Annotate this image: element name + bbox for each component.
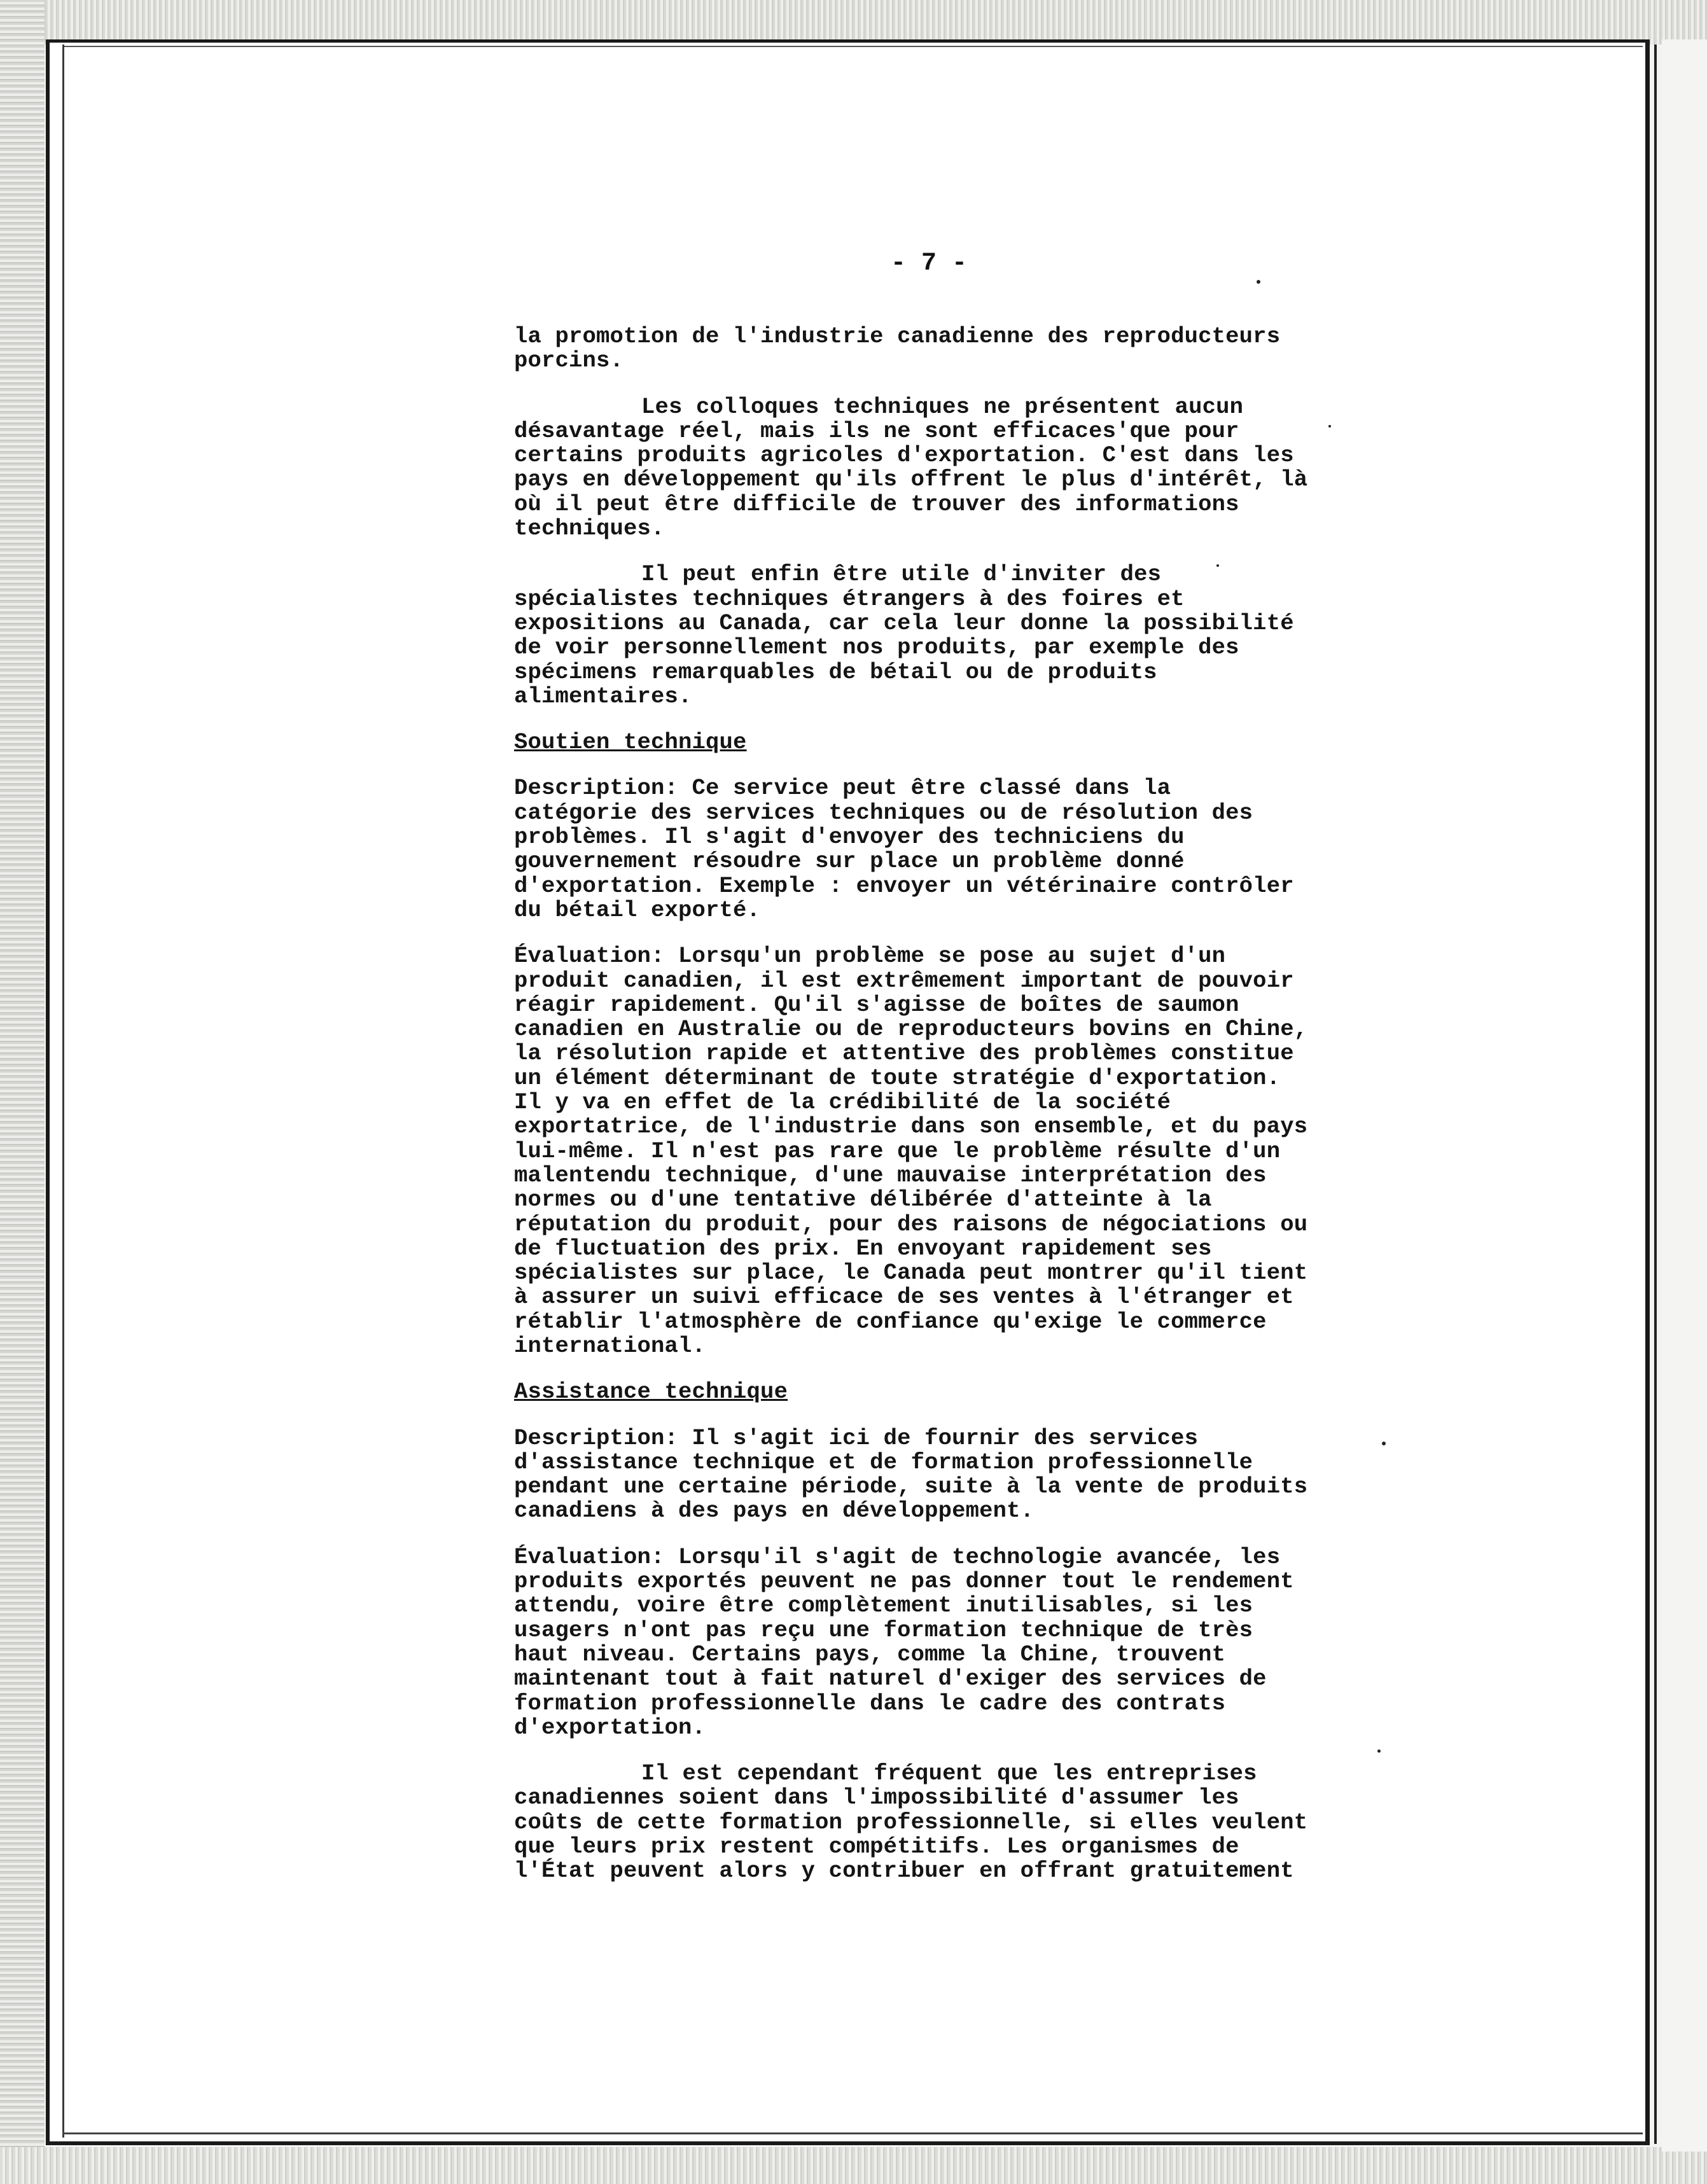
text-line: lui-même. Il n'est pas rare que le problème résulte d'un	[514, 1137, 1281, 1164]
text-line: Évaluation: Lorsqu'un problème se pose au sujet d'un	[514, 943, 1226, 970]
page-frame-left-inner	[62, 45, 64, 2138]
text-line: l'État peuvent alors y contribuer en offrant gratuitement	[514, 1858, 1294, 1884]
text-line: normes ou d'une tentative délibérée d'atteinte à la	[514, 1186, 1212, 1213]
text-line-content: Il est cependant fréquent que les entreprises	[641, 1760, 1257, 1787]
scan-speck	[1257, 280, 1260, 284]
text-line: Évaluation: Lorsqu'il s'agit de technologie avancée, les	[514, 1543, 1281, 1570]
text-line: catégorie des services techniques ou de résolution des	[514, 799, 1253, 826]
scan-border-top	[0, 0, 1707, 45]
text-line	[514, 395, 1367, 419]
section-heading-assistance: Assistance technique	[514, 1379, 788, 1405]
text-line: Description: Ce service peut être classé dans la	[514, 775, 1171, 802]
text-line: gouvernement résoudre sur place un problème donné	[514, 848, 1185, 875]
text-line: alimentaires.	[514, 683, 692, 709]
text-line	[514, 562, 1367, 587]
text-line	[514, 1762, 1367, 1786]
text-line: désavantage réel, mais ils ne sont efficaces'que pour	[514, 417, 1239, 444]
text-line: problèmes. Il s'agit d'envoyer des techniciens du	[514, 824, 1185, 851]
text-line: spécimens remarquables de bétail ou de produits	[514, 658, 1157, 685]
page-frame-left	[46, 39, 50, 2145]
scan-border-bottom	[0, 2147, 1707, 2184]
text-line: spécialistes sur place, le Canada peut montrer qu'il tient	[514, 1260, 1308, 1286]
text-line: à assurer un suivi efficace de ses ventes à l'étranger et	[514, 1284, 1294, 1311]
paragraph-inviter	[514, 562, 1367, 709]
scan-speck	[1377, 1749, 1381, 1753]
text-line: où il peut être difficile de trouver des informations	[514, 490, 1239, 517]
text-line: Il y va en effet de la crédibilité de la société	[514, 1089, 1171, 1116]
page-frame-top-inner	[62, 46, 1643, 47]
text-line: la promotion de l'industrie canadienne des reproducteurs	[514, 323, 1281, 349]
paragraph-assistance-evaluation	[514, 1545, 1367, 1740]
text-line: la résolution rapide et attentive des problèmes constitue	[514, 1040, 1294, 1067]
paragraph-cependant	[514, 1762, 1367, 1883]
text-line: attendu, voire être complètement inutilisables, si les	[514, 1592, 1253, 1619]
text-line-content: Les colloques techniques ne présentent aucun	[641, 393, 1244, 420]
page-frame-right-inner	[1654, 45, 1657, 2144]
text-line: Description: Il s'agit ici de fournir des services	[514, 1424, 1199, 1451]
text-line: un élément déterminant de toute stratégie d'exportation.	[514, 1064, 1281, 1091]
text-line: d'exportation. Exemple : envoyer un vétérinaire contrôler	[514, 872, 1294, 899]
text-line: pays en développement qu'ils offrent le plus d'intérêt, là	[514, 466, 1308, 493]
scan-speck	[1382, 1442, 1386, 1445]
paragraph-colloques	[514, 395, 1367, 541]
text-line: exportatrice, de l'industrie dans son ensemble, et du pays	[514, 1113, 1308, 1140]
text-line: spécialistes techniques étrangers à des foires et	[514, 585, 1185, 612]
text-line: coûts de cette formation professionnelle, si elles veulent	[514, 1809, 1308, 1835]
paragraph-soutien-evaluation	[514, 944, 1367, 1358]
text-line-content: Il peut enfin être utile d'inviter des	[641, 561, 1162, 588]
text-line: produit canadien, il est extrêmement important de pouvoir	[514, 967, 1294, 994]
text-line: canadien en Australie ou de reproducteurs bovins en Chine,	[514, 1016, 1308, 1043]
text-line: certains produits agricoles d'exportation. C'est dans les	[514, 442, 1294, 469]
text-line: du bétail exporté.	[514, 896, 761, 923]
text-line: malentendu technique, d'une mauvaise interprétation des	[514, 1162, 1267, 1188]
text-line: international.	[514, 1332, 706, 1359]
text-line: usagers n'ont pas reçu une formation technique de très	[514, 1617, 1253, 1643]
page-margin-right	[1662, 39, 1707, 2152]
text-line: d'assistance technique et de formation professionnelle	[514, 1449, 1253, 1475]
page-frame-right	[1645, 39, 1650, 2145]
section-heading-soutien: Soutien technique	[514, 729, 747, 756]
document-body	[514, 324, 1367, 1884]
text-line: expositions au Canada, car cela leur donne la possibilité	[514, 609, 1294, 636]
text-line: haut niveau. Certains pays, comme la Chine, trouvent	[514, 1641, 1226, 1667]
page-number: - 7 -	[890, 249, 968, 278]
text-line: que leurs prix restent compétitifs. Les organismes de	[514, 1833, 1239, 1860]
page-frame-bottom	[46, 2141, 1649, 2145]
text-line: réputation du produit, pour des raisons de négociations ou	[514, 1211, 1308, 1237]
text-line: formation professionnelle dans le cadre des contrats	[514, 1690, 1226, 1716]
paragraph-continuation	[514, 324, 1367, 373]
scan-border-left	[0, 0, 45, 2184]
text-line: de voir personnellement nos produits, par exemple des	[514, 634, 1239, 661]
paragraph-assistance-description	[514, 1426, 1367, 1524]
text-line: rétablir l'atmosphère de confiance qu'exige le commerce	[514, 1308, 1267, 1335]
text-line: maintenant tout à fait naturel d'exiger des services de	[514, 1666, 1267, 1692]
text-line: canadiens à des pays en développement.	[514, 1498, 1035, 1524]
paragraph-soutien-description	[514, 776, 1367, 922]
text-line: porcins.	[514, 347, 624, 374]
text-line: techniques.	[514, 515, 665, 542]
text-line: réagir rapidement. Qu'il s'agisse de boîtes de saumon	[514, 991, 1239, 1018]
text-line: pendant une certaine période, suite à la vente de produits	[514, 1473, 1308, 1500]
text-line: de fluctuation des prix. En envoyant rapidement ses	[514, 1235, 1212, 1262]
page-frame-top	[46, 39, 1649, 43]
text-line: d'exportation.	[514, 1714, 706, 1741]
text-line: produits exportés peuvent ne pas donner tout le rendement	[514, 1568, 1294, 1595]
page-frame-bottom-inner	[62, 2132, 1643, 2134]
text-line: canadiennes soient dans l'impossibilité d'assumer les	[514, 1784, 1239, 1811]
